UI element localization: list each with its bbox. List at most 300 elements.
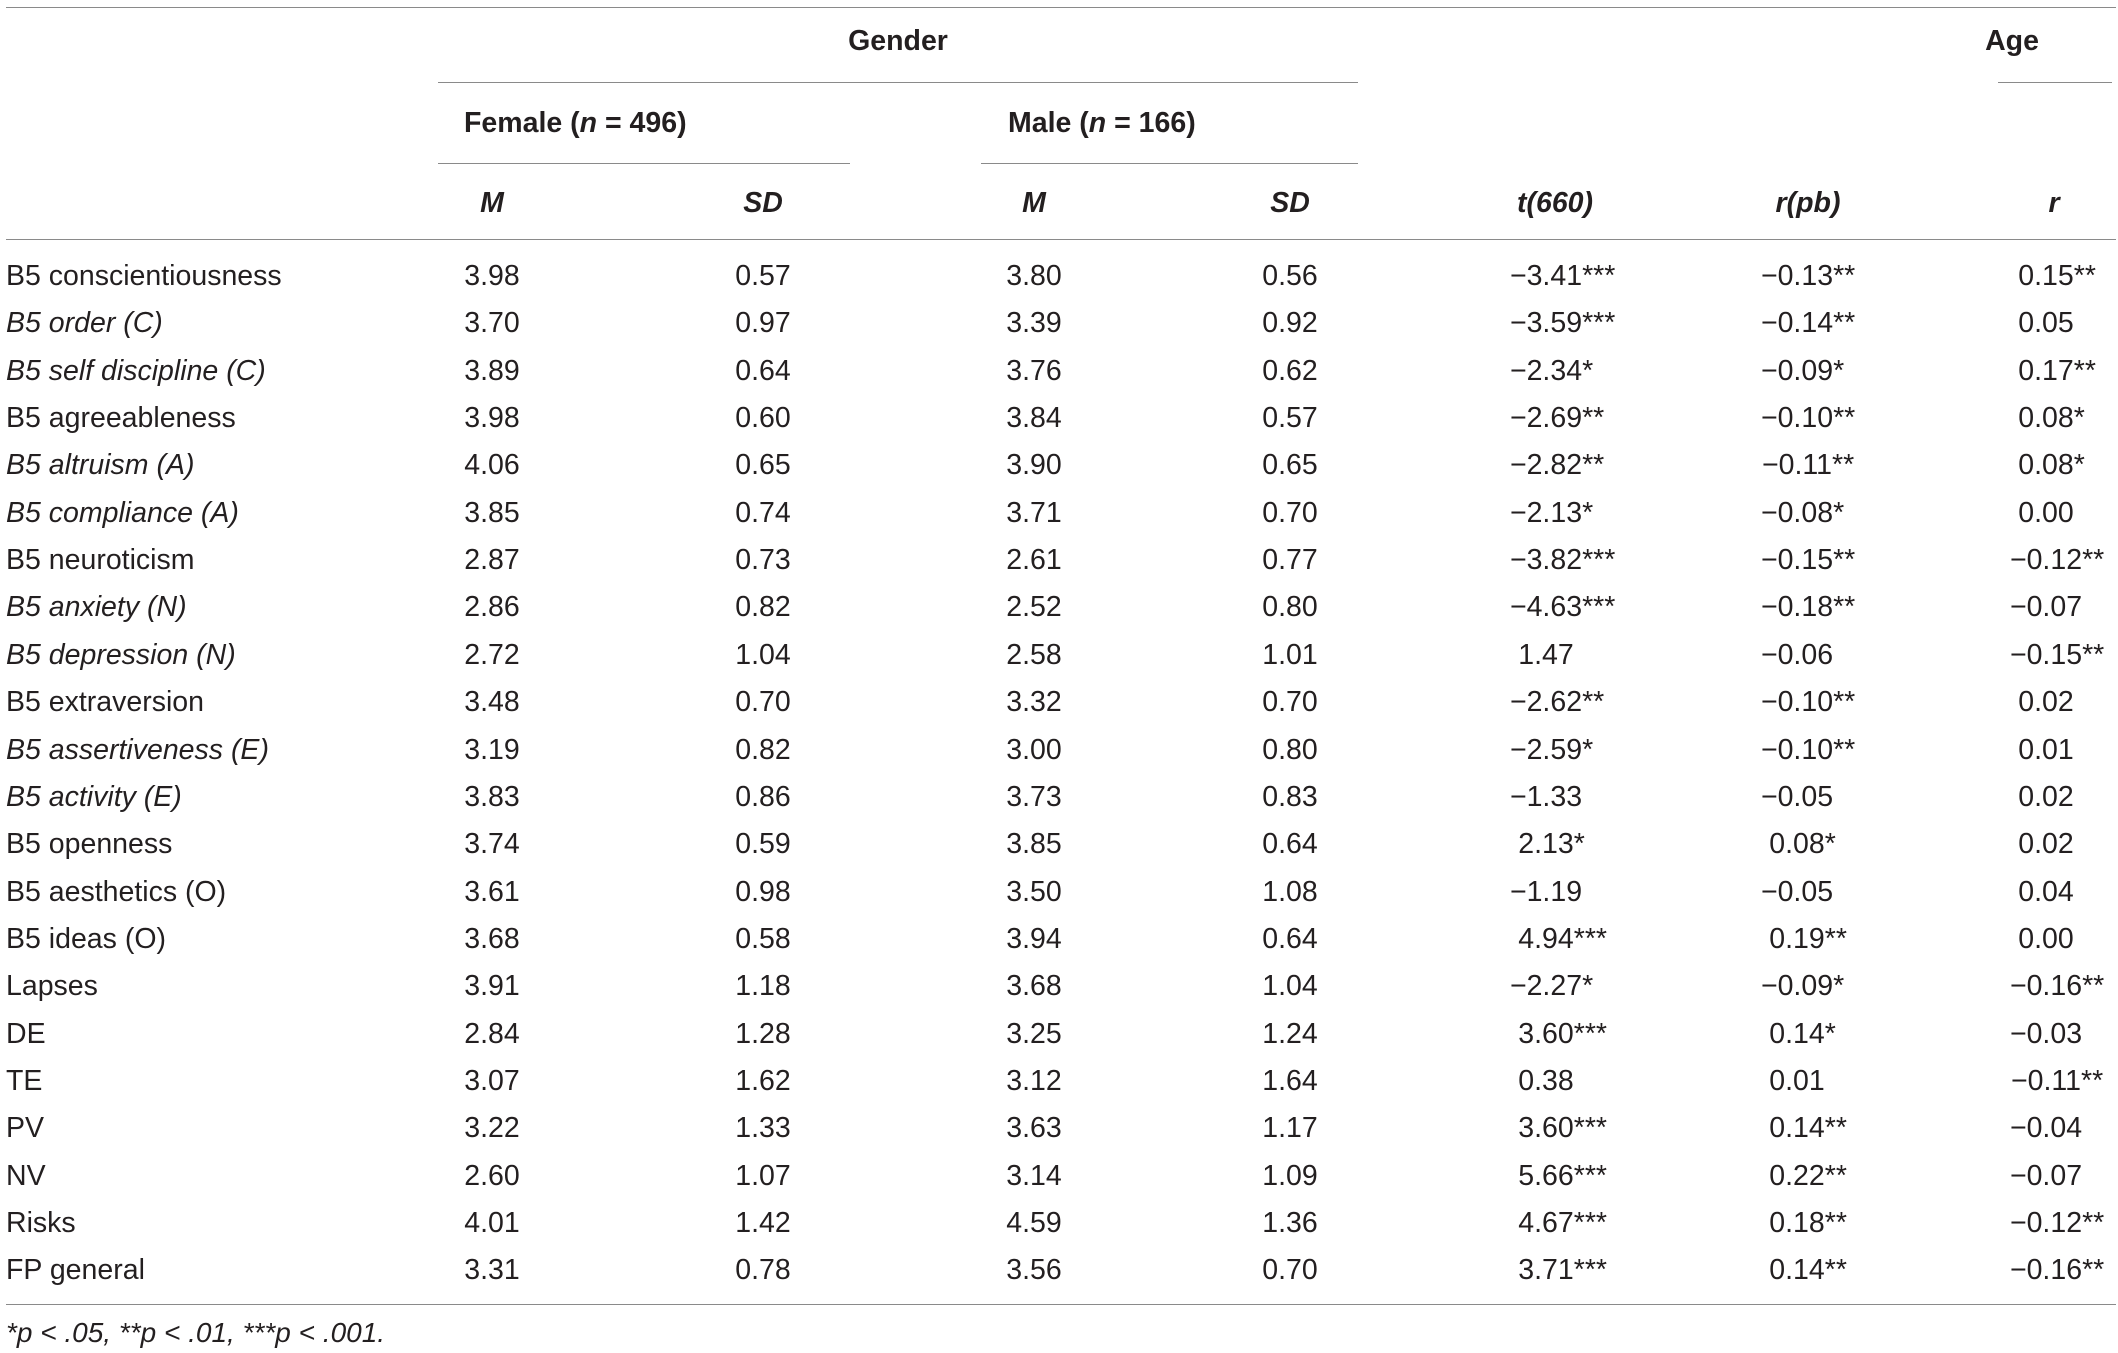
male-sd: 1.17 <box>1262 1112 1318 1144</box>
male-mean: 3.80 <box>1006 260 1062 292</box>
age-r-value-cell <box>2018 685 2073 719</box>
rpb-value-cell <box>1761 780 1833 814</box>
t-value-cell <box>1510 875 1582 909</box>
row-label: B5 compliance (A) <box>6 497 239 529</box>
male-mean: 2.61 <box>1006 544 1062 576</box>
rpb-value: −0.13 <box>1760 260 1834 292</box>
male-sd: 1.64 <box>1262 1065 1318 1097</box>
male-mean: 3.68 <box>1006 970 1062 1002</box>
female-sd-cell <box>735 1111 790 1145</box>
rpb-value: −0.15 <box>1760 544 1834 576</box>
t-value: −4.63 <box>1509 591 1583 623</box>
male-mean: 3.00 <box>1006 734 1062 766</box>
male-mean: 3.56 <box>1006 1254 1062 1286</box>
female-n-value: = 496) <box>597 107 687 139</box>
female-mean-cell <box>464 733 519 767</box>
rpb-value-cell: 0.08* <box>1769 828 1836 860</box>
table-footnote: *p < .05, **p < .01, ***p < .001. <box>6 1317 386 1348</box>
female-mean: 4.01 <box>464 1207 520 1239</box>
t-value: 0.38 <box>1518 1065 1574 1097</box>
rpb-value: 0.01 <box>1769 1065 1825 1097</box>
male-mean: 3.73 <box>1006 781 1062 813</box>
male-mean-cell <box>1006 354 1061 388</box>
t-value-cell: −3.41*** <box>1509 260 1616 292</box>
age-r-value: −0.16 <box>2009 1254 2083 1286</box>
row-label: NV <box>6 1160 46 1192</box>
t-value-cell: 3.71*** <box>1518 1254 1608 1286</box>
row-label: DE <box>6 1018 46 1050</box>
age-r-value: −0.07 <box>2009 591 2083 623</box>
female-sd: 0.74 <box>735 497 791 529</box>
rpb-value: −0.10 <box>1760 686 1834 718</box>
age-r-value: −0.12 <box>2009 544 2083 576</box>
t-value-cell: −3.82*** <box>1509 544 1616 576</box>
female-sd-cell <box>735 306 790 340</box>
female-sd-cell <box>735 401 790 435</box>
age-r-value: −0.12 <box>2009 1207 2083 1239</box>
male-sd: 0.92 <box>1262 307 1318 339</box>
male-sd: 0.56 <box>1262 260 1318 292</box>
rpb-value-cell: 0.18** <box>1769 1207 1847 1239</box>
t-value: −1.19 <box>1509 876 1583 908</box>
female-mean-cell <box>464 401 519 435</box>
female-mean-cell <box>464 543 519 577</box>
t-value: −2.82 <box>1509 449 1583 481</box>
t-value-cell: −2.27* <box>1509 970 1594 1002</box>
rpb-value: −0.10 <box>1760 734 1834 766</box>
col-header-r: r <box>2048 187 2060 219</box>
male-mean: 3.50 <box>1006 876 1062 908</box>
age-r-value: 0.17 <box>2018 355 2074 387</box>
male-sd: 0.83 <box>1262 781 1318 813</box>
male-sd-cell <box>1262 543 1317 577</box>
age-header: Age <box>1985 25 2039 57</box>
age-r-value: 0.05 <box>2018 307 2074 339</box>
female-mean: 3.19 <box>464 734 520 766</box>
female-sd: 1.42 <box>735 1207 791 1239</box>
male-sd: 0.80 <box>1262 591 1318 623</box>
t-value-cell <box>1518 1064 1573 1098</box>
rpb-value: −0.09 <box>1760 355 1834 387</box>
female-sd-cell <box>735 1064 790 1098</box>
female-mean-cell <box>464 1206 519 1240</box>
rpb-value: −0.10 <box>1760 402 1834 434</box>
female-sd: 0.86 <box>735 781 791 813</box>
age-r-value: −0.07 <box>2009 1160 2083 1192</box>
female-sd-cell <box>735 354 790 388</box>
female-sd: 0.78 <box>735 1254 791 1286</box>
row-label: B5 agreeableness <box>6 402 236 434</box>
female-mean: 4.06 <box>464 449 520 481</box>
female-sd-cell <box>735 733 790 767</box>
male-mean-cell <box>1006 875 1061 909</box>
t-value: 1.47 <box>1518 639 1574 671</box>
female-sd: 0.98 <box>735 876 791 908</box>
male-sd-cell <box>1262 1017 1317 1051</box>
male-mean-cell <box>1006 1017 1061 1051</box>
female-sd-cell <box>735 638 790 672</box>
female-mean-cell <box>464 1064 519 1098</box>
male-mean-cell <box>1006 259 1061 293</box>
female-sd-cell <box>735 448 790 482</box>
age-r-value: 0.02 <box>2018 828 2074 860</box>
male-sd: 0.65 <box>1262 449 1318 481</box>
female-mean-cell <box>464 827 519 861</box>
female-sd: 1.62 <box>735 1065 791 1097</box>
t-value-cell: −2.13* <box>1509 497 1594 529</box>
male-mean-cell <box>1006 448 1061 482</box>
male-mean-cell <box>1006 1111 1061 1145</box>
female-mean-cell <box>464 922 519 956</box>
male-mean-cell <box>1006 590 1061 624</box>
male-sd: 0.62 <box>1262 355 1318 387</box>
male-sd-cell <box>1262 969 1317 1003</box>
male-sd-cell <box>1262 922 1317 956</box>
age-r-value-cell: −0.12** <box>2009 544 2105 576</box>
rpb-value: 0.18 <box>1769 1207 1825 1239</box>
male-sd-cell <box>1262 685 1317 719</box>
female-sd-cell <box>735 1017 790 1051</box>
female-mean-cell <box>464 496 519 530</box>
male-mean-cell <box>1006 401 1061 435</box>
female-mean: 3.89 <box>464 355 520 387</box>
male-sd-cell <box>1262 1159 1317 1193</box>
female-sd: 0.73 <box>735 544 791 576</box>
female-mean: 3.98 <box>464 260 520 292</box>
female-mean: 3.68 <box>464 923 520 955</box>
female-sd-cell <box>735 1159 790 1193</box>
female-mean: 3.91 <box>464 970 520 1002</box>
male-sd-cell <box>1262 496 1317 530</box>
t-value-cell <box>1518 638 1573 672</box>
male-mean-cell <box>1006 733 1061 767</box>
female-mean: 3.07 <box>464 1065 520 1097</box>
row-label: TE <box>6 1065 43 1097</box>
row-label: B5 ideas (O) <box>6 923 166 955</box>
row-label: B5 altruism (A) <box>6 449 195 481</box>
female-mean: 3.22 <box>464 1112 520 1144</box>
female-underline <box>438 163 850 164</box>
t-value-cell <box>1510 780 1582 814</box>
male-mean-cell <box>1006 780 1061 814</box>
t-value: 3.60 <box>1518 1018 1574 1050</box>
female-mean: 3.31 <box>464 1254 520 1286</box>
rpb-value: 0.14 <box>1769 1018 1825 1050</box>
t-value: −3.41 <box>1509 260 1583 292</box>
t-value-cell: 2.13* <box>1518 828 1585 860</box>
female-mean-cell <box>464 685 519 719</box>
age-r-value-cell <box>2010 590 2082 624</box>
row-label: B5 order (C) <box>6 307 163 339</box>
male-mean: 4.59 <box>1006 1207 1062 1239</box>
col-header-male-sd: SD <box>1270 187 1310 219</box>
t-value: 3.71 <box>1518 1254 1574 1286</box>
female-mean-cell <box>464 969 519 1003</box>
female-sd-cell <box>735 543 790 577</box>
female-mean-cell <box>464 354 519 388</box>
female-mean: 3.48 <box>464 686 520 718</box>
age-r-value: 0.00 <box>2018 923 2074 955</box>
t-value: −2.59 <box>1509 734 1583 766</box>
male-sd: 1.01 <box>1262 639 1318 671</box>
rpb-value-cell: 0.14** <box>1769 1112 1847 1144</box>
female-sd: 0.70 <box>735 686 791 718</box>
age-r-value-cell <box>2018 875 2073 909</box>
age-r-value-cell <box>2018 780 2073 814</box>
t-value: −2.69 <box>1509 402 1583 434</box>
age-r-value: −0.11 <box>2011 1065 2081 1097</box>
t-value: 3.60 <box>1518 1112 1574 1144</box>
male-sd-cell <box>1262 780 1317 814</box>
row-label: B5 self discipline (C) <box>6 355 266 387</box>
male-mean-cell <box>1006 969 1061 1003</box>
age-r-value: −0.03 <box>2009 1018 2083 1050</box>
female-sd: 0.60 <box>735 402 791 434</box>
female-mean: 3.70 <box>464 307 520 339</box>
male-mean: 3.84 <box>1006 402 1062 434</box>
row-label: B5 conscientiousness <box>6 260 282 292</box>
rpb-value-cell: −0.09* <box>1760 355 1845 387</box>
rpb-value: −0.08 <box>1760 497 1834 529</box>
male-mean: 3.85 <box>1006 828 1062 860</box>
male-sd-cell <box>1262 1111 1317 1145</box>
age-r-value: 0.08 <box>2018 402 2074 434</box>
male-sd-cell <box>1262 733 1317 767</box>
female-mean-cell <box>464 306 519 340</box>
t-value-cell: 5.66*** <box>1518 1160 1608 1192</box>
female-mean: 3.85 <box>464 497 520 529</box>
female-sd: 0.82 <box>735 591 791 623</box>
male-sd-cell <box>1262 827 1317 861</box>
female-mean-cell <box>464 259 519 293</box>
male-mean-cell <box>1006 827 1061 861</box>
male-sd: 0.57 <box>1262 402 1318 434</box>
t-value-cell: −3.59*** <box>1509 307 1616 339</box>
rpb-value-cell: 0.14** <box>1769 1254 1847 1286</box>
male-mean-cell <box>1006 1206 1061 1240</box>
female-sd: 0.82 <box>735 734 791 766</box>
female-sd-cell <box>735 1206 790 1240</box>
age-r-value: −0.04 <box>2009 1112 2083 1144</box>
female-mean-cell <box>464 590 519 624</box>
male-sd: 0.80 <box>1262 734 1318 766</box>
col-header-t: t(660) <box>1516 187 1594 219</box>
female-sd-cell <box>735 590 790 624</box>
female-sd-cell <box>735 685 790 719</box>
rpb-value: −0.18 <box>1760 591 1834 623</box>
age-r-value-cell: 0.17** <box>2018 355 2096 387</box>
rpb-value: −0.05 <box>1760 876 1834 908</box>
male-mean-cell <box>1006 306 1061 340</box>
age-r-value-cell <box>2018 922 2073 956</box>
male-sd-cell <box>1262 306 1317 340</box>
rpb-value-cell <box>1769 1064 1824 1098</box>
male-sd: 0.64 <box>1262 923 1318 955</box>
col-header-female-m: M <box>480 187 504 219</box>
t-value-cell: −4.63*** <box>1509 591 1616 623</box>
male-mean: 2.52 <box>1006 591 1062 623</box>
male-mean-cell <box>1006 496 1061 530</box>
male-mean-cell <box>1006 685 1061 719</box>
male-sd: 1.08 <box>1262 876 1318 908</box>
male-group-header <box>1008 106 1196 140</box>
gender-underline <box>438 82 1358 83</box>
female-mean: 2.60 <box>464 1160 520 1192</box>
male-sd: 0.64 <box>1262 828 1318 860</box>
t-value-cell: 3.60*** <box>1518 1112 1608 1144</box>
gender-header: Gender <box>848 25 948 57</box>
row-label: B5 openness <box>6 828 173 860</box>
female-group-header <box>464 106 687 140</box>
rpb-value-cell: −0.13** <box>1760 260 1856 292</box>
t-value: −1.33 <box>1509 781 1583 813</box>
row-label: Lapses <box>6 970 98 1002</box>
t-value: −3.59 <box>1509 307 1583 339</box>
female-sd-cell <box>735 969 790 1003</box>
rpb-value-cell: −0.10** <box>1760 734 1856 766</box>
female-sd: 1.04 <box>735 639 791 671</box>
age-r-value: 0.01 <box>2018 734 2074 766</box>
male-mean-cell <box>1006 543 1061 577</box>
rpb-value-cell: −0.08* <box>1760 497 1845 529</box>
male-sd-cell <box>1262 1064 1317 1098</box>
rpb-value-cell <box>1761 638 1833 672</box>
t-value: −2.34 <box>1509 355 1583 387</box>
rpb-value: 0.19 <box>1769 923 1825 955</box>
col-header-male-m: M <box>1022 187 1046 219</box>
male-sd-cell <box>1262 1253 1317 1287</box>
age-r-value-cell <box>2018 733 2073 767</box>
age-r-value-cell: −0.11** <box>2011 1065 2104 1097</box>
rpb-value: −0.06 <box>1760 639 1834 671</box>
female-mean: 3.83 <box>464 781 520 813</box>
male-mean-cell <box>1006 1159 1061 1193</box>
rpb-value-cell: 0.19** <box>1769 923 1847 955</box>
rpb-value: −0.05 <box>1760 781 1834 813</box>
age-underline <box>1998 82 2112 83</box>
male-underline <box>981 163 1358 164</box>
male-mean-cell <box>1006 922 1061 956</box>
female-sd-cell <box>735 922 790 956</box>
male-sd-cell <box>1262 448 1317 482</box>
male-mean-cell <box>1006 1253 1061 1287</box>
female-mean: 2.84 <box>464 1018 520 1050</box>
male-sd: 1.09 <box>1262 1160 1318 1192</box>
t-value: 5.66 <box>1518 1160 1574 1192</box>
age-r-value-cell <box>2018 827 2073 861</box>
female-n-symbol: n <box>579 107 598 139</box>
age-r-value-cell: −0.16** <box>2009 970 2105 1002</box>
rpb-value-cell: 0.22** <box>1769 1160 1847 1192</box>
age-r-value-cell: −0.12** <box>2009 1207 2105 1239</box>
t-value-cell: −2.59* <box>1509 734 1594 766</box>
row-label: B5 assertiveness (E) <box>6 734 269 766</box>
rpb-value-cell: −0.11** <box>1762 449 1855 481</box>
female-sd: 0.58 <box>735 923 791 955</box>
age-r-value-cell: 0.08* <box>2018 449 2085 481</box>
rpb-value: 0.22 <box>1769 1160 1825 1192</box>
age-r-value: −0.16 <box>2009 970 2083 1002</box>
row-label: B5 extraversion <box>6 686 205 718</box>
male-sd: 1.24 <box>1262 1018 1318 1050</box>
age-r-value-cell <box>2010 1017 2082 1051</box>
t-value-cell: 4.67*** <box>1518 1207 1608 1239</box>
rpb-value-cell <box>1761 875 1833 909</box>
male-sd-cell <box>1262 875 1317 909</box>
female-mean-cell <box>464 875 519 909</box>
age-r-value: 0.15 <box>2018 260 2074 292</box>
female-mean-cell <box>464 448 519 482</box>
male-sd: 0.70 <box>1262 686 1318 718</box>
female-mean-cell <box>464 1017 519 1051</box>
t-value: 4.67 <box>1518 1207 1574 1239</box>
row-label: B5 anxiety (N) <box>6 591 187 623</box>
row-label: Risks <box>6 1207 76 1239</box>
female-sd-cell <box>735 875 790 909</box>
male-n-value: = 166) <box>1106 107 1196 139</box>
age-r-value-cell: −0.15** <box>2009 639 2105 671</box>
age-r-value: 0.02 <box>2018 686 2074 718</box>
female-mean-cell <box>464 780 519 814</box>
rpb-value-cell: −0.18** <box>1760 591 1856 623</box>
male-label: Male ( <box>1008 107 1089 139</box>
rpb-value: −0.11 <box>1762 449 1832 481</box>
rpb-value-cell: −0.10** <box>1760 686 1856 718</box>
male-mean: 3.25 <box>1006 1018 1062 1050</box>
rpb-value: 0.14 <box>1769 1112 1825 1144</box>
age-r-value-cell <box>2018 306 2073 340</box>
female-sd: 0.57 <box>735 260 791 292</box>
male-mean: 3.90 <box>1006 449 1062 481</box>
rpb-value: −0.09 <box>1760 970 1834 1002</box>
male-sd-cell <box>1262 638 1317 672</box>
t-value-cell: −2.62** <box>1509 686 1605 718</box>
male-mean: 3.12 <box>1006 1065 1062 1097</box>
rpb-value: −0.14 <box>1760 307 1834 339</box>
age-r-value-cell: 0.15** <box>2018 260 2096 292</box>
t-value: 4.94 <box>1518 923 1574 955</box>
age-r-value: −0.15 <box>2009 639 2083 671</box>
table-bottom-rule <box>6 1304 2116 1305</box>
female-mean-cell <box>464 1159 519 1193</box>
female-label: Female ( <box>464 107 580 139</box>
rpb-value: 0.08 <box>1769 828 1825 860</box>
age-r-value: 0.02 <box>2018 781 2074 813</box>
female-mean: 3.98 <box>464 402 520 434</box>
male-n-symbol: n <box>1088 107 1107 139</box>
male-mean: 3.39 <box>1006 307 1062 339</box>
male-sd: 0.70 <box>1262 497 1318 529</box>
female-sd-cell <box>735 1253 790 1287</box>
row-label: FP general <box>6 1254 145 1286</box>
age-r-value-cell <box>2018 496 2073 530</box>
male-mean: 3.71 <box>1006 497 1062 529</box>
rpb-value-cell: −0.15** <box>1760 544 1856 576</box>
female-sd-cell <box>735 259 790 293</box>
rpb-value-cell: 0.14* <box>1769 1018 1836 1050</box>
age-r-value: 0.08 <box>2018 449 2074 481</box>
t-value: −2.62 <box>1509 686 1583 718</box>
female-mean: 2.72 <box>464 639 520 671</box>
female-sd-cell <box>735 780 790 814</box>
col-header-rpb: r(pb) <box>1775 187 1841 219</box>
male-mean: 3.14 <box>1006 1160 1062 1192</box>
male-mean: 3.76 <box>1006 355 1062 387</box>
t-value: −3.82 <box>1509 544 1583 576</box>
rpb-value-cell: −0.14** <box>1760 307 1856 339</box>
rpb-value: 0.14 <box>1769 1254 1825 1286</box>
t-value-cell: −2.69** <box>1509 402 1605 434</box>
